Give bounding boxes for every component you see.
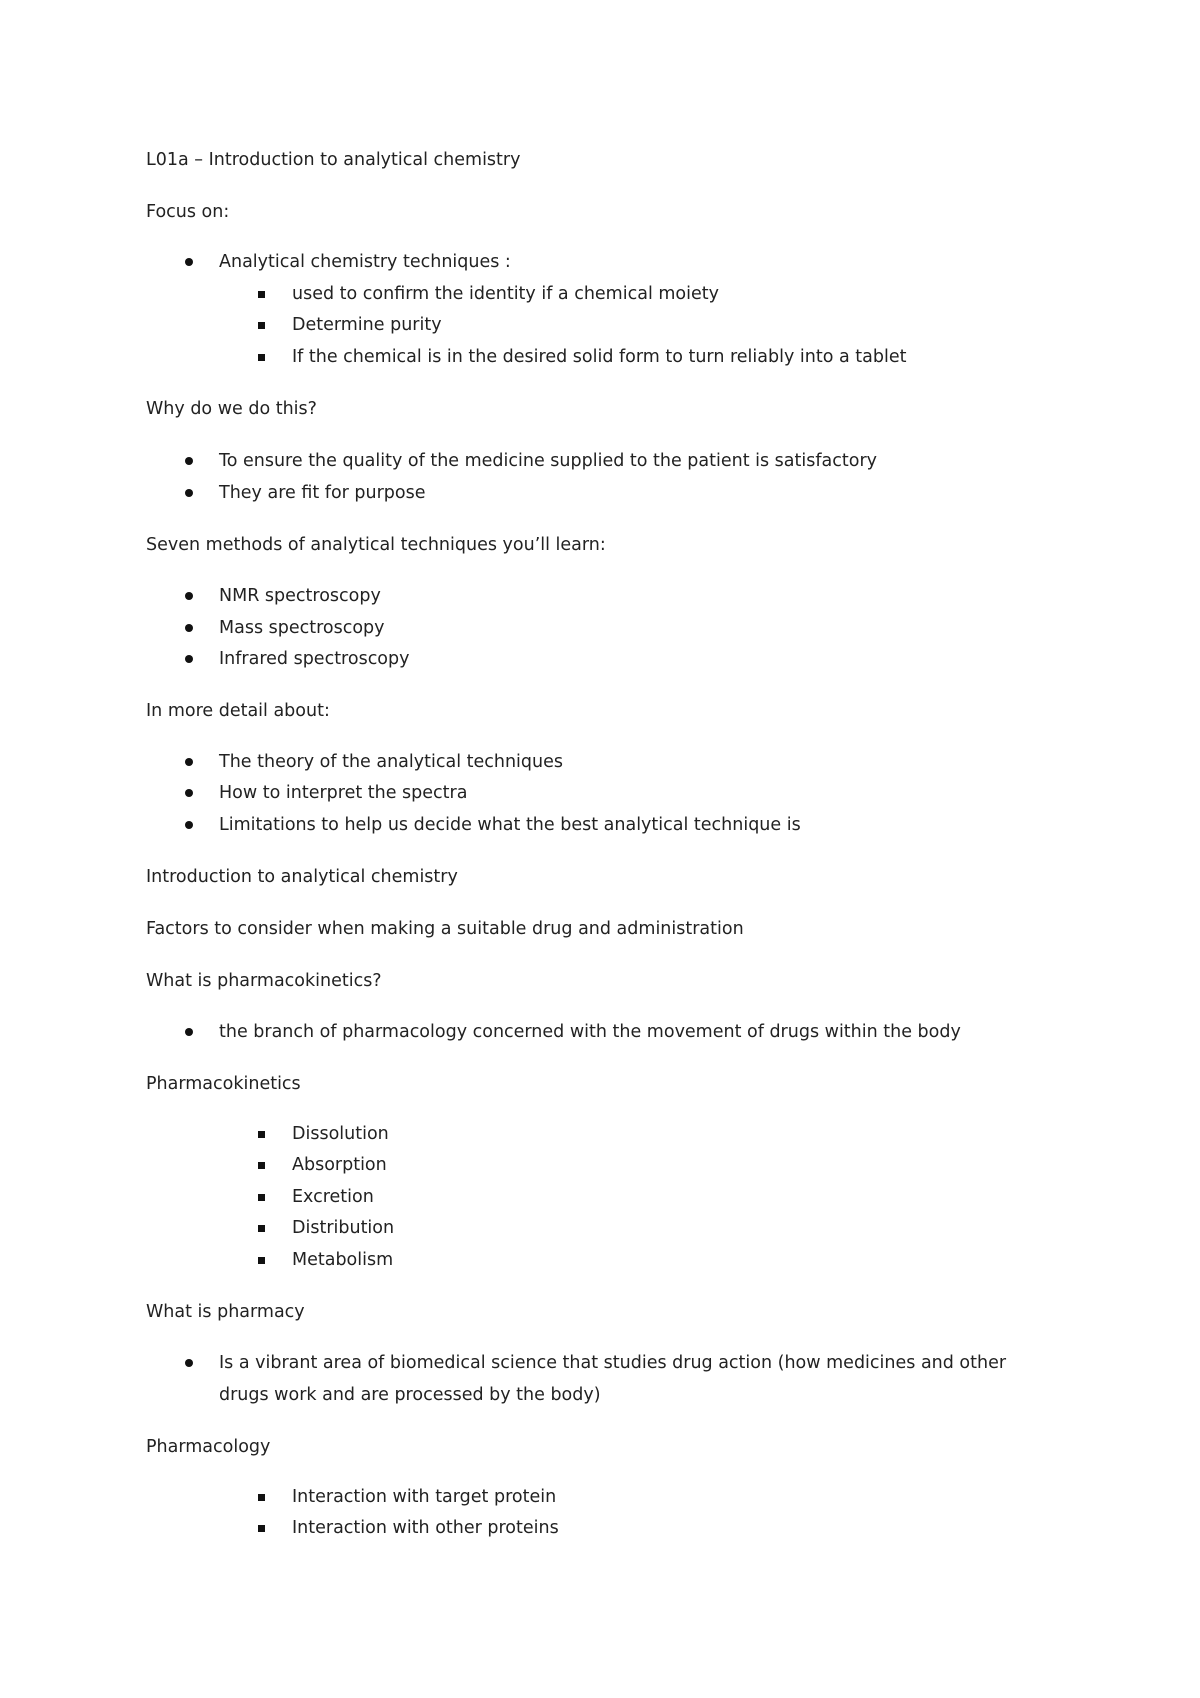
bullet-dot <box>185 1028 193 1036</box>
why-heading: Why do we do this? <box>146 399 317 419</box>
factors-line: Factors to consider when making a suitable drug and administration <box>146 919 744 939</box>
pk-item: Dissolution <box>292 1124 389 1144</box>
bullet-dot <box>185 457 193 465</box>
document-title: L01a – Introduction to analytical chemistry <box>146 150 521 170</box>
bullet-dot <box>185 624 193 632</box>
bullet-dot <box>185 1359 193 1367</box>
focus-item: Analytical chemistry techniques : <box>219 252 511 272</box>
bullet-dot <box>185 489 193 497</box>
bullet-square <box>258 1225 265 1232</box>
methods-item: Mass spectroscopy <box>219 618 385 638</box>
focus-subitem: Determine purity <box>292 315 442 335</box>
pharmacology-item: Interaction with other proteins <box>292 1518 559 1538</box>
pk-question: What is pharmacokinetics? <box>146 971 382 991</box>
pharmacology-heading: Pharmacology <box>146 1437 271 1457</box>
pk-item: Metabolism <box>292 1250 394 1270</box>
pk-item: Absorption <box>292 1155 387 1175</box>
why-item: They are fit for purpose <box>219 483 426 503</box>
intro-line: Introduction to analytical chemistry <box>146 867 458 887</box>
bullet-square <box>258 1194 265 1201</box>
bullet-dot <box>185 592 193 600</box>
methods-heading: Seven methods of analytical techniques you’ll learn: <box>146 535 606 555</box>
bullet-dot <box>185 758 193 766</box>
focus-subitem: used to confirm the identity if a chemical moiety <box>292 284 719 304</box>
pk-heading: Pharmacokinetics <box>146 1074 301 1094</box>
pk-item: Distribution <box>292 1218 395 1238</box>
detail-item: How to interpret the spectra <box>219 783 468 803</box>
bullet-square <box>258 354 265 361</box>
pk-item: Excretion <box>292 1187 374 1207</box>
bullet-square <box>258 291 265 298</box>
bullet-square <box>258 1257 265 1264</box>
pharmacy-definition-line1: Is a vibrant area of biomedical science that studies drug action (how medicines and other <box>219 1353 1007 1373</box>
bullet-square <box>258 1162 265 1169</box>
bullet-square <box>258 1525 265 1532</box>
pharmacy-definition-line2: drugs work and are processed by the body) <box>219 1385 601 1405</box>
methods-item: NMR spectroscopy <box>219 586 381 606</box>
detail-item: Limitations to help us decide what the best analytical technique is <box>219 815 801 835</box>
bullet-dot <box>185 655 193 663</box>
pharmacy-question: What is pharmacy <box>146 1302 305 1322</box>
focus-heading: Focus on: <box>146 202 230 222</box>
detail-heading: In more detail about: <box>146 701 330 721</box>
why-item: To ensure the quality of the medicine supplied to the patient is satisfactory <box>219 451 877 471</box>
focus-subitem: If the chemical is in the desired solid form to turn reliably into a tablet <box>292 347 907 367</box>
bullet-dot <box>185 789 193 797</box>
pk-definition: the branch of pharmacology concerned with the movement of drugs within the body <box>219 1022 961 1042</box>
methods-item: Infrared spectroscopy <box>219 649 410 669</box>
bullet-square <box>258 322 265 329</box>
bullet-dot <box>185 258 193 266</box>
bullet-square <box>258 1494 265 1501</box>
bullet-square <box>258 1131 265 1138</box>
detail-item: The theory of the analytical techniques <box>219 752 563 772</box>
pharmacology-item: Interaction with target protein <box>292 1487 557 1507</box>
bullet-dot <box>185 821 193 829</box>
